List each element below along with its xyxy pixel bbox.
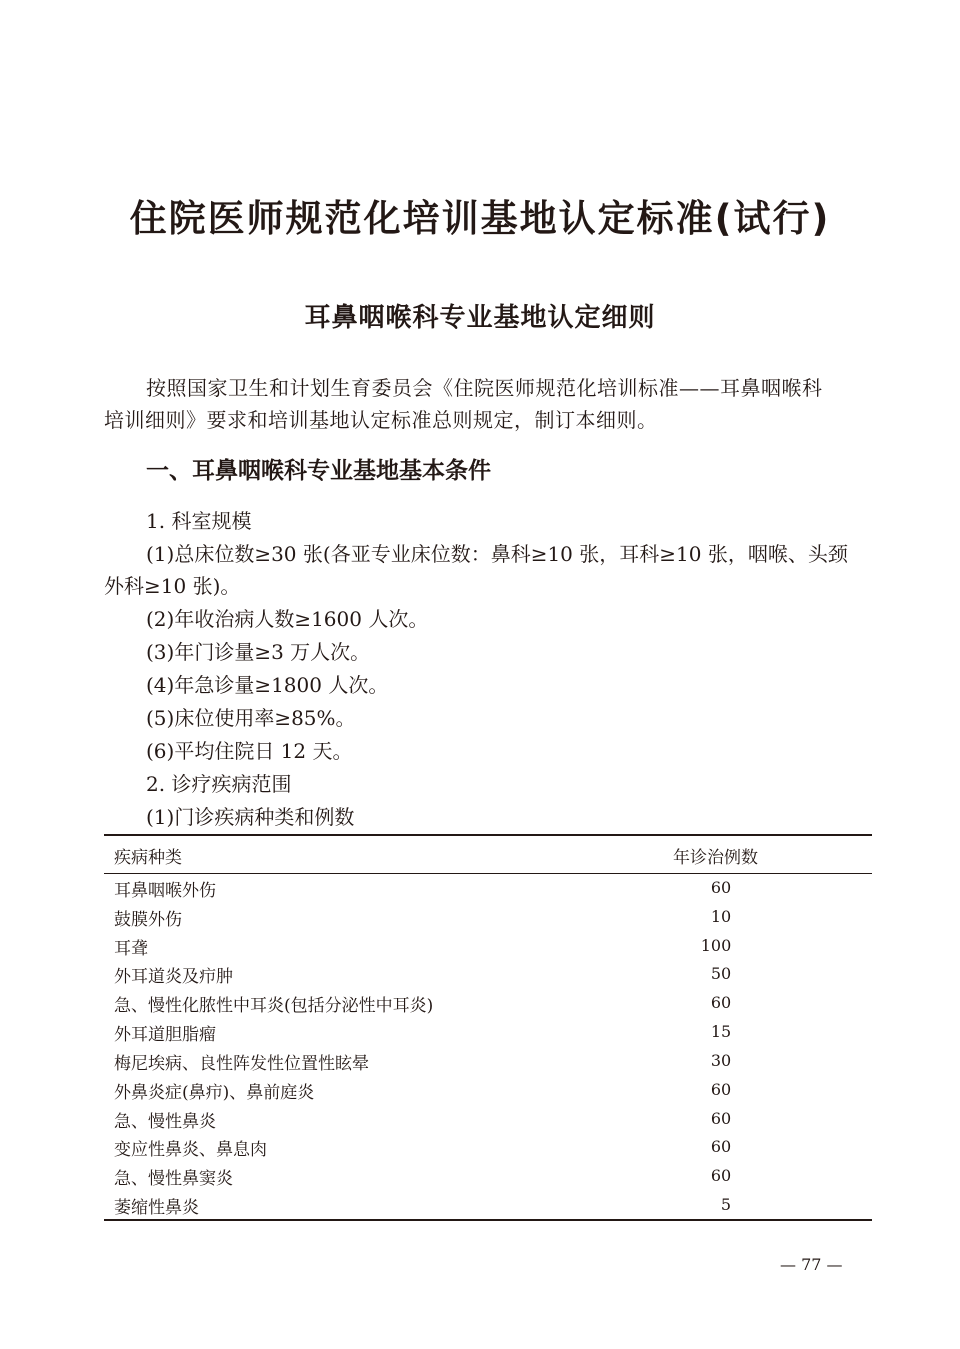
table-row-disease: 耳鼻咽喉外伤 bbox=[114, 881, 216, 901]
table-row-count: 60 bbox=[710, 1080, 732, 1099]
sub-heading-disease-scope: 2. 诊疗疾病范围 bbox=[146, 772, 292, 796]
table-row-disease: 外鼻炎症(鼻疖)、鼻前庭炎 bbox=[114, 1083, 315, 1103]
table-row-disease: 急、慢性鼻窦炎 bbox=[114, 1169, 233, 1189]
table-top-rule bbox=[104, 834, 872, 836]
table-row-disease: 耳聋 bbox=[114, 939, 148, 959]
item-line: (5)床位使用率≥85%。 bbox=[146, 706, 356, 730]
table-row-disease: 梅尼埃病、良性阵发性位置性眩晕 bbox=[114, 1054, 369, 1074]
table-row-disease: 外耳道炎及疖肿 bbox=[114, 967, 233, 987]
table-row-disease: 变应性鼻炎、鼻息肉 bbox=[114, 1140, 267, 1160]
sub-heading-department-scale: 1. 科室规模 bbox=[146, 509, 252, 533]
item-line: 外科≥10 张)。 bbox=[104, 574, 241, 598]
main-title: 住院医师规范化培训基地认定标准(试行) bbox=[129, 197, 831, 240]
item-line: (6)平均住院日 12 天。 bbox=[146, 739, 353, 763]
table-bottom-rule bbox=[104, 1219, 872, 1221]
table-row-count: 60 bbox=[710, 1137, 732, 1156]
intro-paragraph-line-2: 培训细则》要求和培训基地认定标准总则规定，制订本细则。 bbox=[104, 408, 658, 432]
table-row-count: 10 bbox=[710, 907, 732, 926]
table-row-count: 60 bbox=[710, 878, 732, 897]
table-row-count: 15 bbox=[710, 1022, 732, 1041]
item-line: (1)总床位数≥30 张(各亚专业床位数：鼻科≥10 张，耳科≥10 张，咽喉、头颈 bbox=[146, 542, 848, 566]
table-row-disease: 鼓膜外伤 bbox=[114, 910, 182, 930]
table-row-count: 100 bbox=[700, 936, 732, 955]
table-header-rule bbox=[104, 873, 872, 874]
table-row-disease: 外耳道胆脂瘤 bbox=[114, 1025, 216, 1045]
table-row-count: 60 bbox=[710, 993, 732, 1012]
sub-title: 耳鼻咽喉科专业基地认定细则 bbox=[304, 303, 656, 333]
intro-paragraph-line-1: 按照国家卫生和计划生育委员会《住院医师规范化培训标准——耳鼻咽喉科 bbox=[146, 376, 823, 400]
table-row-count: 30 bbox=[710, 1051, 732, 1070]
table-header-disease: 疾病种类 bbox=[114, 848, 182, 868]
table-row-count: 50 bbox=[710, 964, 732, 983]
item-line: (4)年急诊量≥1800 人次。 bbox=[146, 673, 389, 697]
table-row-disease: 萎缩性鼻炎 bbox=[114, 1198, 199, 1218]
item-line: (3)年门诊量≥3 万人次。 bbox=[146, 640, 371, 664]
table-row-disease: 急、慢性化脓性中耳炎(包括分泌性中耳炎) bbox=[114, 996, 434, 1016]
table-row-disease: 急、慢性鼻炎 bbox=[114, 1112, 216, 1132]
page-number: — 77 — bbox=[780, 1255, 843, 1274]
section-heading: 一、耳鼻咽喉科专业基地基本条件 bbox=[146, 458, 491, 484]
table-row-count: 5 bbox=[720, 1195, 732, 1214]
table-row-count: 60 bbox=[710, 1109, 732, 1128]
table-row-count: 60 bbox=[710, 1166, 732, 1185]
table-header-count: 年诊治例数 bbox=[673, 848, 758, 868]
item-line: (2)年收治病人数≥1600 人次。 bbox=[146, 607, 429, 631]
sub-item-outpatient: (1)门诊疾病种类和例数 bbox=[146, 805, 355, 829]
